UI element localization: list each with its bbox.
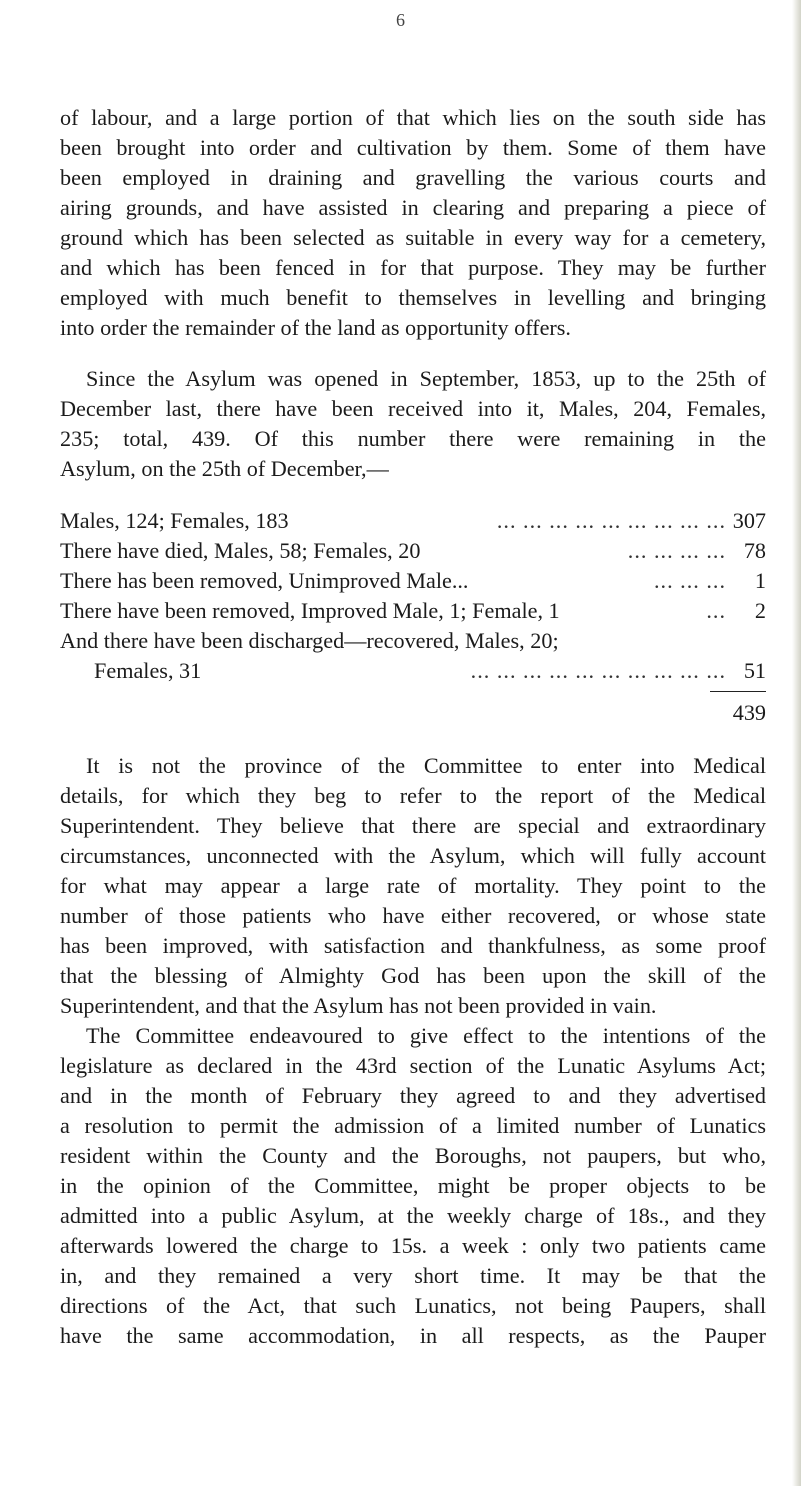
tally-total-row <box>60 698 766 728</box>
paragraph-line: for what may appear a large rate of mortality. They point to the <box>60 873 766 898</box>
paragraph-line: a resolution to permit the admission of a limited number of Lunatics <box>60 1113 766 1138</box>
paragraph-line: employed with much benefit to themselves in levelling and bringing <box>60 285 766 310</box>
paragraph-line: has been improved, with satisfaction and thankfulness, as some proof <box>60 933 766 958</box>
tally-leader: ... ... ... ... <box>627 538 726 563</box>
paragraph-line: The Committee endeavoured to give effect to the intentions of the <box>86 1023 766 1048</box>
tally-value: 51 <box>743 658 766 683</box>
tally-label: Males, 124; Females, 183 <box>60 508 289 533</box>
paragraph-line: been employed in draining and gravelling the various courts and <box>60 165 766 190</box>
tally-row <box>60 626 766 656</box>
total-rule <box>710 691 766 692</box>
paragraph-line: It is not the province of the Committee to enter into Medical <box>86 753 766 778</box>
paragraph-line: admitted into a public Asylum, at the weekly charge of 18s., and they <box>60 1203 766 1228</box>
paragraph-line: number of those patients who have either recovered, or whose state <box>60 903 766 928</box>
tally-label: There have been removed, Improved Male, 1; Female, 1 <box>60 598 560 623</box>
paragraph-line: have the same accommodation, in all respects, as the Pauper <box>60 1323 766 1348</box>
paragraph-line: and which has been fenced in for that purpose. They may be further <box>60 255 766 280</box>
tally-value: 307 <box>732 508 766 533</box>
paragraph-line: ground which has been selected as suitable in every way for a cemetery, <box>60 225 766 250</box>
paragraph-line: been brought into order and cultivation by them. Some of them have <box>60 135 766 160</box>
tally-leader: ... ... ... <box>653 568 726 593</box>
tally-row <box>60 536 766 566</box>
tally-leader: ... ... ... ... ... ... ... ... ... <box>496 508 726 533</box>
page-edge-shadow <box>792 0 801 1486</box>
paragraph-line: Asylum, on the 25th of December,— <box>60 456 389 481</box>
paragraph-line: details, for which they beg to refer to the report of the Medical <box>60 783 766 808</box>
tally-row <box>60 596 766 626</box>
tally-total: 439 <box>732 700 766 725</box>
paragraph-line: circumstances, unconnected with the Asylum, which will fully account <box>60 843 766 868</box>
paragraph-line: in the opinion of the Committee, might be proper objects to be <box>60 1173 766 1198</box>
tally-value: 1 <box>754 568 766 593</box>
tally-label: There have died, Males, 58; Females, 20 <box>60 538 421 563</box>
tally-label: And there have been discharged—recovered, Males, 20; <box>60 628 559 653</box>
paragraph-line: in, and they remained a very short time. It may be that the <box>60 1263 766 1288</box>
paragraph-line: and in the month of February they agreed to and they advertised <box>60 1083 766 1108</box>
paragraph-line: directions of the Act, that such Lunatics, not being Paupers, shall <box>60 1293 766 1318</box>
tally-value: 2 <box>754 598 766 623</box>
paragraph-line: into order the remainder of the land as opportunity offers. <box>60 315 571 340</box>
tally-leader: ... <box>706 598 726 623</box>
paragraph-line: airing grounds, and have assisted in clearing and preparing a piece of <box>60 195 766 220</box>
tally-label: There has been removed, Unimproved Male... <box>60 568 469 593</box>
paragraph-line: of labour, and a large portion of that which lies on the south side has <box>60 105 766 130</box>
tally-label: Females, 31 <box>94 658 202 683</box>
paragraph-line: Since the Asylum was opened in September, 1853, up to the 25th of <box>86 366 766 391</box>
tally-leader: ... ... ... ... ... ... ... ... ... ... <box>470 658 726 683</box>
paragraph-line: afterwards lowered the charge to 15s. a week : only two patients came <box>60 1233 766 1258</box>
tally-row <box>60 656 766 686</box>
paragraph-line: legislature as declared in the 43rd section of the Lunatic Asylums Act; <box>60 1053 766 1078</box>
tally-value: 78 <box>743 538 766 563</box>
tally-row <box>60 506 766 536</box>
paragraph-line: December last, there have been received into it, Males, 204, Females, <box>60 396 766 421</box>
paragraph-line: that the blessing of Almighty God has been upon the skill of the <box>60 963 766 988</box>
paragraph-line: resident within the County and the Boroughs, not paupers, but who, <box>60 1143 766 1168</box>
paragraph-line: 235; total, 439. Of this number there were remaining in the <box>60 426 766 451</box>
paragraph-line: Superintendent. They believe that there are special and extraordinary <box>60 813 766 838</box>
page-number: 6 <box>396 10 405 30</box>
paragraph-line: Superintendent, and that the Asylum has not been provided in vain. <box>60 993 657 1018</box>
tally-row <box>60 566 766 596</box>
